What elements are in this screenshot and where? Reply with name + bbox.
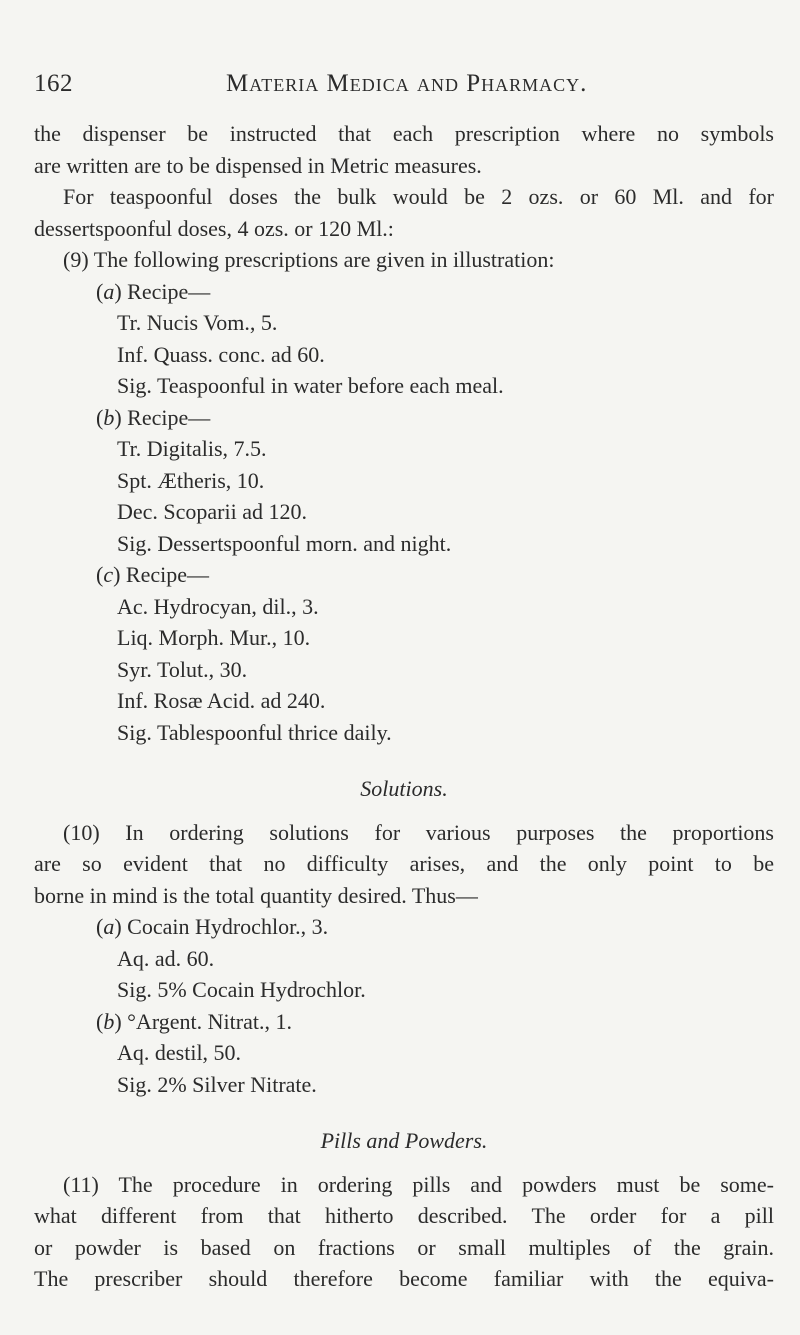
recipe-line: Ac. Hydrocyan, dil., 3. (117, 593, 319, 619)
recipe-line: Sig. 5% Cocain Hydrochlor. (117, 977, 366, 1002)
recipe-first-line: °Argent. Nitrat., 1. (127, 1008, 292, 1034)
paragraph-9: (9) The following prescriptions are given in illustration: (63, 247, 555, 272)
section-heading-pills: Pills and Powders. (320, 1128, 488, 1153)
recipe-line: Liq. Morph. Mur., 10. (117, 625, 311, 650)
recipe-line: Sig. Tablespoonful thrice daily. (117, 719, 392, 745)
solution-a-heading (34, 911, 774, 943)
recipe-letter: (c) (96, 562, 121, 587)
recipe-a-heading (34, 276, 774, 308)
spacer (34, 1157, 774, 1169)
text-line: For teaspoonful doses the bulk would be 2 ozs. or 60 Ml. and for (63, 184, 774, 209)
recipe-first-line: Recipe— (125, 562, 210, 587)
recipe-first-line: Recipe— (127, 404, 211, 430)
body-text (34, 118, 774, 1295)
recipe-line: Sig. 2% Silver Nitrate. (117, 1071, 317, 1097)
recipe-b-heading (34, 402, 774, 434)
spacer (34, 1100, 774, 1125)
text-line: what different from that hitherto described. The order for a pill (34, 1203, 774, 1228)
text-line: or powder is based on fractions or small multiples of the grain. (34, 1234, 774, 1260)
text-line: (10) In ordering solutions for various purposes the proportions (63, 819, 774, 845)
running-head: Materia Medica and Pharmacy. (226, 70, 588, 97)
solution-b-heading (34, 1006, 774, 1038)
text-line: the dispenser be instructed that each prescription where no symbols (34, 121, 774, 146)
recipe-first-line: Recipe— (127, 278, 211, 304)
recipe-line: Aq. destil, 50. (117, 1040, 242, 1065)
recipe-line: Sig. Dessertspoonful morn. and night. (117, 530, 452, 556)
spacer (34, 805, 774, 817)
recipe-first-line: Cocain Hydrochlor., 3. (127, 914, 329, 939)
recipe-letter: (a) (96, 914, 122, 939)
recipe-line: Inf. Rosæ Acid. ad 240. (117, 688, 326, 713)
recipe-letter: (b) (96, 1008, 122, 1034)
recipe-line: Aq. ad. 60. (117, 945, 215, 971)
text-line: dessertspoonful doses, 4 ozs. or 120 Ml.: (34, 215, 394, 241)
recipe-line: Inf. Quass. conc. ad 60. (117, 341, 325, 367)
text-line: borne in mind is the total quantity desired. Thus— (34, 882, 478, 908)
recipe-letter: (a) (96, 278, 122, 304)
page-number: 162 (34, 70, 73, 97)
section-heading-solutions: Solutions. (360, 776, 448, 801)
recipe-line: Sig. Teaspoonful in water before each meal. (117, 373, 504, 398)
recipe-c-heading (34, 559, 774, 591)
recipe-line: Dec. Scoparii ad 120. (117, 499, 307, 524)
recipe-line: Syr. Tolut., 30. (117, 656, 248, 682)
recipe-line: Spt. Ætheris, 10. (117, 467, 265, 493)
text-line: are written are to be dispensed in Metric measures. (34, 152, 482, 178)
text-line: are so evident that no difficulty arises, and the only point to be (34, 851, 774, 876)
page-header (0, 70, 800, 110)
recipe-line: Tr. Nucis Vom., 5. (117, 310, 278, 335)
text-line: The prescriber should therefore become familiar with the equiva- (34, 1266, 774, 1291)
text-line: (11) The procedure in ordering pills and powders must be some- (63, 1171, 774, 1197)
spacer (34, 748, 774, 773)
recipe-line: Tr. Digitalis, 7.5. (117, 436, 267, 461)
recipe-letter: (b) (96, 404, 122, 430)
